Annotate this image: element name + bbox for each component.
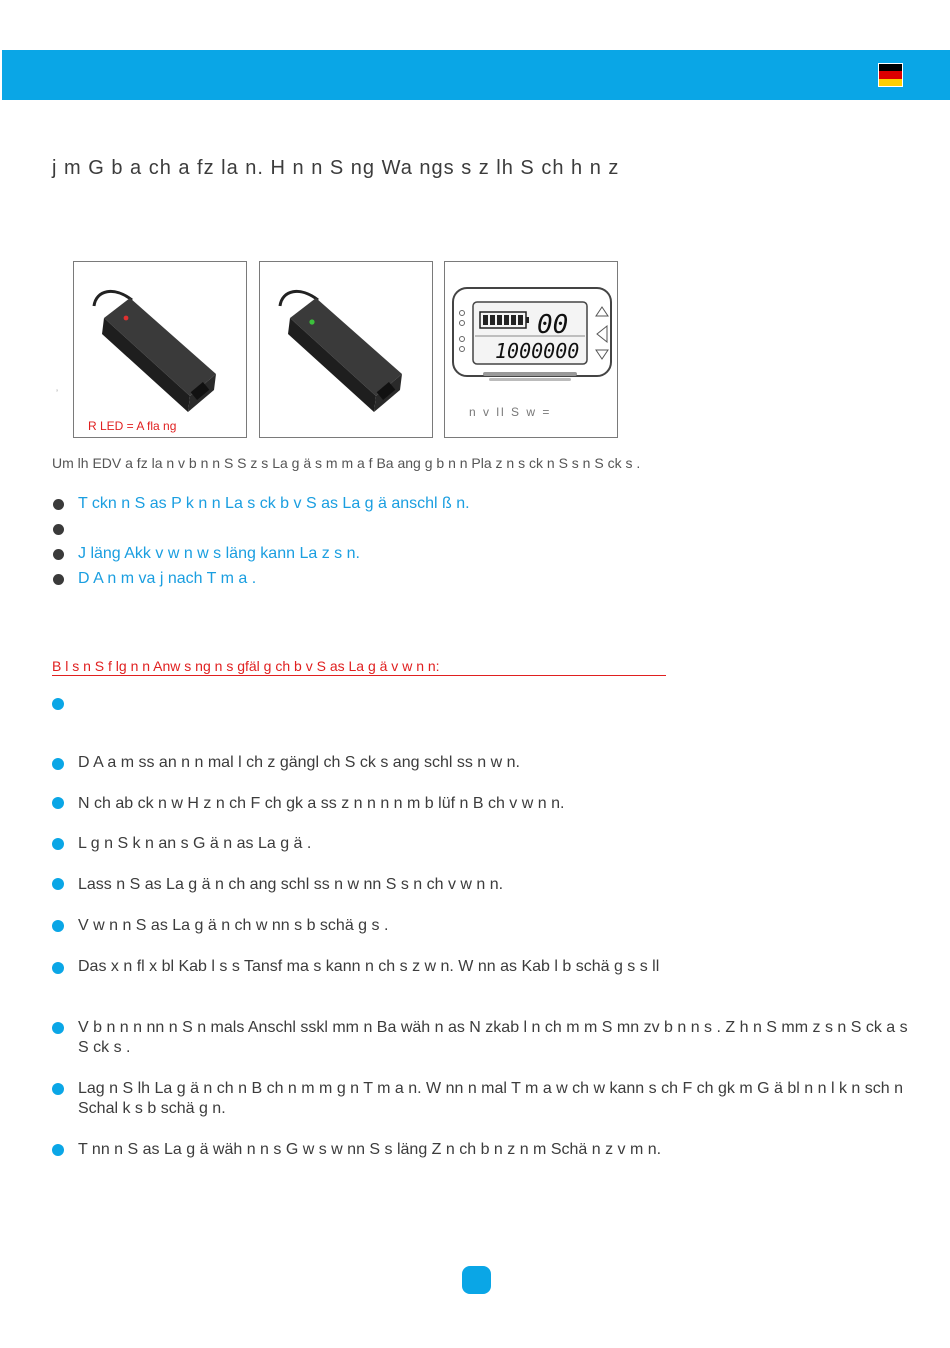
bullet-dot-icon [53, 574, 64, 585]
warning-item: Das x n fl x bl Kab l s s Tansf ma s kann n ch s z w n. W nn as Kab l b schä g s s ll [78, 958, 660, 975]
charger-red-led-figure [73, 261, 247, 438]
warning-item: V b n n n nn n S n mals Anschl sskl mm n Ba wäh n as N zkab l n ch m m S mn zv b n n s . Z h n S mm z s n S ck a s S ck s . [78, 1019, 908, 1056]
red-led-icon [124, 316, 129, 321]
charger-green-led-figure [259, 261, 433, 438]
list-item [52, 494, 902, 519]
display-bottom-digits: 1000000 [495, 339, 580, 363]
bullet-dot-icon [52, 1083, 64, 1095]
warning-item: L g n S k n an s G ä n as La g ä . [78, 835, 312, 852]
intro-text: j m G b a ch a fz la n. H n n S ng Wa ngs s z lh S ch h n z [52, 157, 620, 179]
warning-item: Lass n S as La g ä n ch ang schl ss n w nn S s n ch v w n n. [78, 876, 504, 893]
bullet-dot-icon [52, 698, 64, 710]
list-item [52, 519, 902, 544]
red-led-caption: R LED = A fla ng [88, 419, 177, 433]
display-top-digits: 00 [537, 310, 569, 340]
tiny-mark: ’ [56, 388, 58, 398]
bullet-dot-icon [52, 797, 64, 809]
warning-item: V w n n S as La g ä n ch w nn s b schä g s . [78, 917, 389, 934]
bullet-dot-icon [53, 524, 64, 535]
charging-paragraph: Um lh EDV a fz la n v b n n S S z s La g ä s m m a f Ba ang g b n n Pla z n s ck n S s n S ck s . [52, 455, 641, 471]
page-number-badge [462, 1266, 491, 1294]
list-item-text: D A n m va j nach T m a . [78, 570, 257, 587]
green-led-icon [309, 319, 314, 324]
warning-heading: B l s n S f lg n n Anw s ng n s gfäl g ch b v S as La g ä v w n n: [52, 658, 666, 676]
list-item [52, 544, 902, 569]
header-band [2, 50, 950, 100]
list-item-text: T ckn n S as P k n n La s ck b v S as La g ä anschl ß n. [78, 495, 470, 512]
bullet-dot-icon [52, 962, 64, 974]
warning-item: T nn n S as La g ä wäh n n s G w s w nn S s läng Z n ch b n z n m Schä n z v m n. [78, 1141, 662, 1158]
bullet-dot-icon [53, 549, 64, 560]
lcd-display-figure [444, 261, 618, 438]
charger-red-led-image [74, 262, 246, 437]
german-flag-icon [878, 63, 903, 87]
list-item-text: J läng Akk v w n w s läng kann La z s n. [78, 545, 360, 562]
bullet-dot-icon [52, 920, 64, 932]
bullet-dot-icon [52, 838, 64, 850]
warning-item: D A a m ss an n n mal l ch z gängl ch S ck s ang schl ss n w n. [78, 754, 520, 771]
bullet-dot-icon [52, 758, 64, 770]
bullet-dot-icon [52, 1144, 64, 1156]
warning-item: N ch ab ck n w H z n ch F ch gk a ss z n n n n m b lüf n B ch v w n n. [78, 795, 565, 812]
bullet-dot-icon [52, 878, 64, 890]
warning-item: Lag n S lh La g ä n ch n B ch n m m g n T m a n. W nn n mal T m a w ch w kann s ch F ch gk m G ä bl n n l k n sch n Schal k s b schä g n. [78, 1080, 903, 1117]
bullet-dot-icon [53, 499, 64, 510]
list-item [52, 569, 902, 594]
bullet-dot-icon [52, 1022, 64, 1034]
charger-green-led-image [260, 262, 432, 437]
charging-bullet-list [52, 494, 902, 594]
display-caption: n v ll S w = [469, 405, 552, 419]
